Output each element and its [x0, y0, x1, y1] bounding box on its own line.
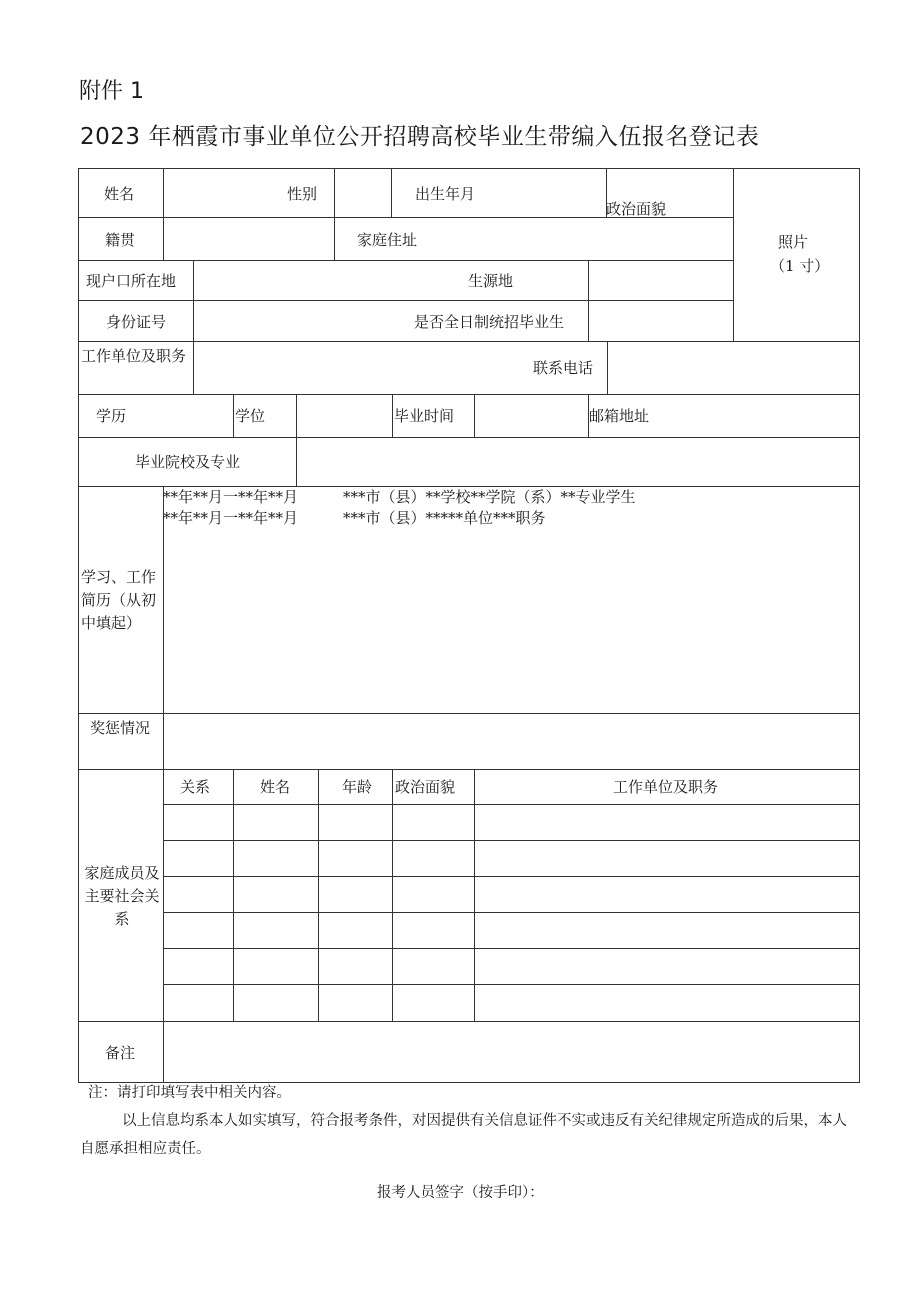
phone-label: 联系电话 [533, 359, 594, 377]
fulltime-graduate-label: 是否全日制统招毕业生 [414, 313, 565, 331]
resume-line-detail: ***市（县）*****单位***职务 [343, 509, 546, 527]
remarks-label: 备注 [105, 1044, 136, 1062]
resume-line-period: **年**月一**年**月 [163, 488, 299, 506]
degree-label: 学位 [235, 407, 266, 425]
political-status-label: 政治面貌 [606, 200, 667, 218]
hukou-label: 现户口所在地 [86, 272, 177, 290]
graduation-time-label: 毕业时间 [394, 407, 455, 425]
awards-label: 奖惩情况 [90, 719, 151, 737]
family-label: 家庭成员及主要社会关系 [84, 864, 160, 928]
birth-date-label: 出生年月 [415, 185, 476, 203]
native-place-label: 籍贯 [105, 231, 136, 249]
school-major-label: 毕业院校及专业 [135, 453, 241, 471]
home-address-label: 家庭住址 [357, 231, 418, 249]
signature-label: 报考人员签字（按手印）： [377, 1185, 544, 1201]
resume-label: 学习、工作简历（从初中填起） [81, 568, 157, 632]
page-title: 2023 年栖霞市事业单位公开招聘高校毕业生带编入伍报名登记表 [80, 124, 760, 150]
print-note: 注：请打印填写表中相关内容。 [88, 1085, 291, 1101]
family-header-age: 年龄 [342, 778, 373, 796]
photo-size-label: （1 寸） [770, 257, 830, 275]
family-header-work-unit: 工作单位及职务 [613, 778, 719, 796]
declaration-text: 以上信息均系本人如实填写，符合报考条件，对因提供有关信息证件不实或违反有关纪律规定所造成的后果，本人自愿承担相应责任。 [80, 1113, 847, 1157]
photo-label: 照片 [778, 233, 809, 251]
education-label: 学历 [96, 407, 127, 425]
registration-form-table [78, 168, 860, 1083]
resume-line-detail: ***市（县）**学校**学院（系）**专业学生 [343, 488, 636, 506]
email-label: 邮箱地址 [589, 407, 650, 425]
family-header-political: 政治面貌 [395, 778, 456, 796]
family-header-name: 姓名 [260, 778, 291, 796]
gender-label: 性别 [287, 185, 318, 203]
work-unit-label: 工作单位及职务 [81, 347, 187, 365]
id-number-label: 身份证号 [106, 313, 167, 331]
resume-line-period: **年**月一**年**月 [163, 509, 299, 527]
origin-label: 生源地 [468, 272, 514, 290]
name-label: 姓名 [104, 185, 135, 203]
family-header-relation: 关系 [180, 778, 211, 796]
attachment-label: 附件 1 [79, 79, 144, 104]
